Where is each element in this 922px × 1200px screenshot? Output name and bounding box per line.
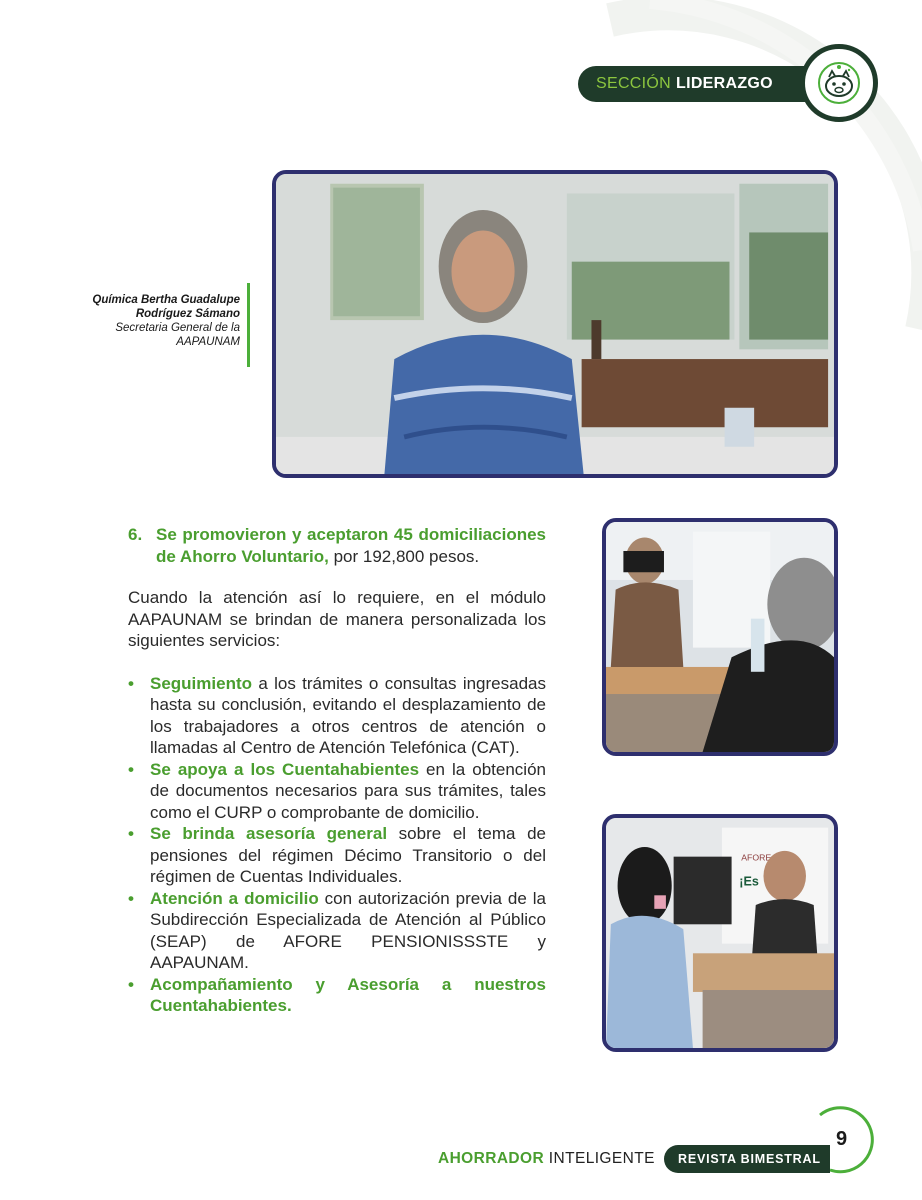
footer-magazine-label: REVISTA BIMESTRAL bbox=[664, 1145, 830, 1173]
section-label-light: SECCIÓN bbox=[596, 75, 671, 92]
bullet-rest: con autorización previa de la Subdirección Especializada de Atención al Público (SEAP) de AFORE PENSIONISSSTE y AAPAUNAM. bbox=[150, 888, 546, 972]
caption-role-line1: Secretaria General de la bbox=[115, 322, 240, 334]
bullet-bold: Seguimiento bbox=[150, 673, 253, 693]
item-number: 6. bbox=[128, 525, 143, 544]
article-body bbox=[128, 524, 546, 1017]
bullet-marker: • bbox=[128, 888, 134, 908]
footer-brand bbox=[438, 1150, 655, 1168]
footer-brand-bold: AHORRADOR bbox=[438, 1150, 545, 1167]
piggy-bank-icon bbox=[800, 44, 878, 122]
bullet-bold: Acompañamiento y Asesoría a nuestros Cuentahabientes. bbox=[150, 974, 546, 1015]
bullet-rest: sobre el tema de pensiones del régimen Décimo Transitorio o del régimen de Cuentas Individuales. bbox=[150, 824, 546, 886]
svg-text:¡Es: ¡Es bbox=[739, 874, 759, 889]
bullet-bold: Se apoya a los Cuentahabientes bbox=[150, 759, 420, 779]
service-photo-top bbox=[602, 518, 838, 756]
list-item bbox=[128, 759, 546, 824]
caption-name-line2: Rodríguez Sámano bbox=[135, 308, 240, 320]
section-header bbox=[578, 66, 806, 102]
page-number: 9 bbox=[836, 1128, 848, 1150]
bullet-rest: a los trámites o consultas ingresadas hasta su conclusión, evitando el desplazamiento de los trabajadores a otros centros de atención o llamadas al Centro de Atención Telefónica (CAT). bbox=[150, 673, 546, 757]
bullet-marker: • bbox=[128, 974, 134, 994]
caption-accent-bar bbox=[247, 283, 250, 367]
portrait-photo bbox=[272, 170, 838, 478]
item-6-rest: por 192,800 pesos. bbox=[328, 546, 480, 566]
photo-caption bbox=[40, 293, 240, 349]
services-list bbox=[128, 673, 546, 1017]
bullet-marker: • bbox=[128, 673, 134, 693]
bullet-marker: • bbox=[128, 759, 134, 779]
list-item bbox=[128, 888, 546, 974]
intro-paragraph: Cuando la atención así lo requiere, en el módulo AAPAUNAM se brindan de manera personalizada los siguientes servicios: bbox=[128, 588, 546, 650]
list-item bbox=[128, 974, 546, 1017]
section-label-bold: LIDERAZGO bbox=[676, 75, 773, 92]
caption-name-line1: Química Bertha Guadalupe bbox=[92, 294, 240, 306]
numbered-item-6 bbox=[128, 524, 546, 567]
bullet-bold: Atención a domicilio bbox=[150, 888, 319, 908]
item-6-text bbox=[156, 524, 546, 567]
bullet-marker: • bbox=[128, 824, 134, 843]
bullet-rest: en la obtención de documentos necesarios para sus trámites, tales como el CURP o comprobante de domicilio. bbox=[150, 759, 546, 822]
svg-text:AFORE: AFORE bbox=[741, 852, 772, 863]
bullet-bold: Se brinda asesoría general bbox=[150, 824, 388, 843]
footer-brand-regular: INTELIGENTE bbox=[544, 1150, 655, 1167]
list-item bbox=[128, 823, 546, 888]
item-6-bold: Se promovieron y aceptaron 45 domiciliaciones de Ahorro Voluntario, bbox=[156, 525, 546, 566]
service-photo-bottom bbox=[602, 814, 838, 1052]
caption-role-line2: AAPAUNAM bbox=[176, 336, 240, 348]
list-item bbox=[128, 673, 546, 759]
